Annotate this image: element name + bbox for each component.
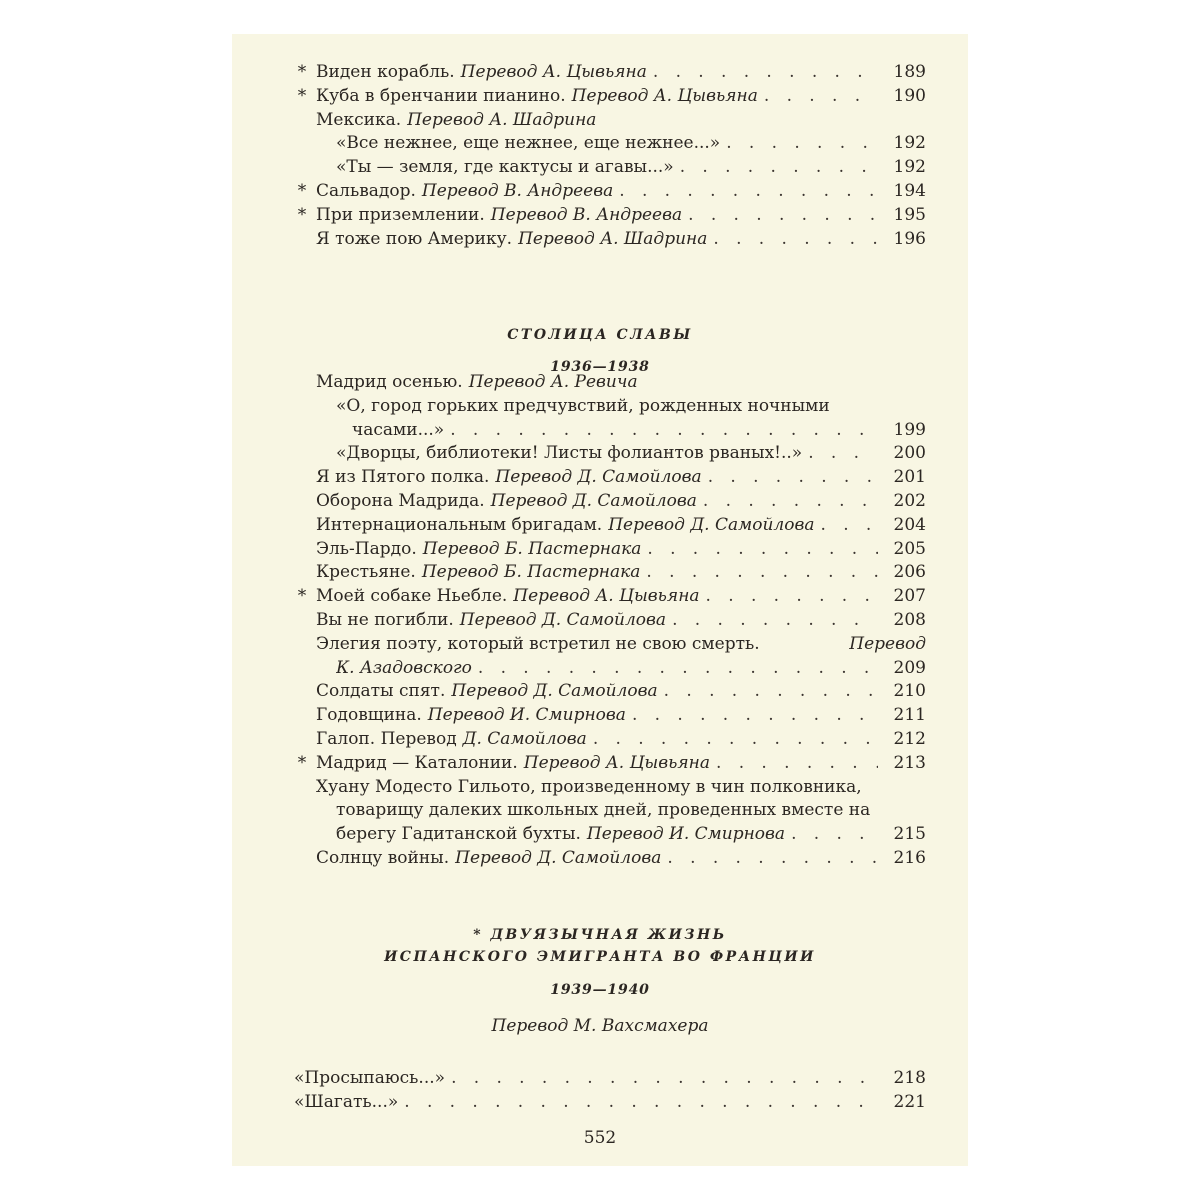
new-translation-marker: * [297, 62, 307, 82]
toc-entry [232, 1090, 968, 1114]
entry-title: Крестьяне. [316, 562, 416, 583]
entry-page-number: 210 [893, 681, 926, 702]
book-page [232, 34, 968, 1166]
entry-page-number: 196 [893, 228, 926, 249]
entry-title: «Все нежнее, еще нежнее, еще нежнее...» [336, 133, 721, 154]
entry-translator: Перевод И. Смирнова [427, 705, 626, 726]
toc-entry [232, 227, 968, 251]
toc-entry [232, 370, 968, 394]
toc-entry [232, 108, 968, 132]
leader-dots [672, 608, 878, 632]
new-translation-marker: * [297, 752, 307, 773]
toc-entry [232, 513, 968, 537]
toc-entry [232, 155, 968, 179]
entry-title: берегу Гадитанской бухты. [336, 824, 581, 845]
section-heading-line-1: * ДВУЯЗЫЧНАЯ ЖИЗНЬ [473, 927, 727, 943]
entry-translator: Перевод Д. Самойлова [490, 491, 697, 511]
entry-title: Мадрид — Каталонии. [316, 752, 518, 773]
entry-page-number: 190 [893, 85, 926, 106]
entry-page-number: 204 [893, 514, 926, 535]
leader-dots [647, 537, 878, 561]
toc-entry [232, 418, 968, 442]
leader-dots [478, 656, 878, 680]
entry-translator: Перевод Б. Пастернака [421, 562, 641, 583]
entry-page-number: 209 [893, 657, 926, 678]
entry-translator: Перевод [849, 633, 926, 654]
entry-translator: Перевод В. Андреева [421, 181, 614, 201]
entry-page-number: 201 [893, 467, 926, 488]
toc-entry [232, 537, 968, 561]
leader-dots [451, 1066, 878, 1090]
leader-dots [726, 131, 878, 155]
toc-entry [232, 465, 968, 489]
leader-dots [716, 751, 878, 775]
leader-dots [632, 703, 878, 727]
toc-entry [232, 846, 968, 870]
leader-dots [764, 84, 878, 108]
toc-entry [232, 84, 968, 108]
entry-translator: Перевод А. Цывьяна [523, 752, 710, 773]
entry-page-number: 192 [893, 157, 926, 178]
entry-page-number: 213 [893, 752, 926, 773]
entry-translator: Перевод Д. Самойлова [495, 467, 702, 488]
entry-title: «Просыпаюсь...» [294, 1068, 446, 1088]
section-heading-line-2: ИСПАНСКОГО ЭМИГРАНТА ВО ФРАНЦИИ [384, 949, 816, 965]
toc-entry [232, 632, 968, 656]
leader-dots [703, 489, 878, 513]
entry-page-number: 216 [893, 848, 926, 868]
entry-translator: Перевод А. Цывьяна [460, 62, 647, 82]
entry-translator: Перевод Д. Самойлова [455, 848, 662, 868]
entry-page-number: 189 [893, 62, 926, 82]
entry-title: Солдаты спят. [316, 681, 446, 702]
entry-title: Виден корабль. [316, 62, 455, 82]
toc-entry [232, 775, 968, 799]
leader-dots [688, 203, 878, 227]
entry-title: «Дворцы, библиотеки! Листы фолиантов рваных!..» [336, 443, 803, 464]
entry-title: Мадрид осенью. [316, 372, 463, 392]
entry-title: Годовщина. [316, 705, 422, 726]
section-translator: Перевод М. Вахсмахера [491, 1016, 709, 1036]
entry-page-number: 211 [893, 705, 926, 726]
toc-entry [232, 656, 968, 680]
entry-translator: Д. Самойлова [462, 729, 587, 749]
leader-dots [404, 1090, 878, 1114]
new-translation-marker: * [297, 85, 307, 106]
section-heading: СТОЛИЦА СЛАВЫ [507, 327, 693, 343]
toc-entry [232, 703, 968, 727]
leader-dots [808, 441, 878, 465]
entry-translator: Перевод А. Цывьяна [571, 85, 758, 106]
entry-page-number: 205 [893, 538, 926, 559]
entry-translator: Перевод Д. Самойлова [608, 514, 815, 535]
toc-entry [232, 751, 968, 775]
entry-translator: Перевод Б. Пастернака [422, 538, 642, 559]
entry-title: товарищу далеких школьных дней, проведенных вместе на [336, 800, 871, 821]
entry-title: «Ты — земля, где кактусы и агавы...» [336, 157, 674, 178]
entry-page-number: 212 [893, 729, 926, 749]
entry-title: Я из Пятого полка. [316, 467, 490, 488]
entry-title: «О, город горьких предчувствий, рожденных ночными [336, 395, 830, 416]
entry-title: Солнцу войны. [316, 848, 450, 868]
entry-page-number: 207 [893, 586, 926, 607]
new-translation-marker: * [297, 586, 307, 607]
leader-dots [664, 679, 878, 703]
entry-page-number: 195 [893, 204, 926, 225]
toc-entry [232, 822, 968, 846]
entry-translator: Перевод А. Ревича [468, 372, 638, 392]
entry-page-number: 192 [893, 133, 926, 154]
entry-title: Моей собаке Ньебле. [316, 586, 508, 607]
entry-translator: Перевод А. Цывьяна [513, 586, 700, 607]
leader-dots [646, 560, 878, 584]
leader-dots [820, 513, 878, 537]
entry-translator: Перевод В. Андреева [490, 204, 683, 225]
leader-dots [653, 60, 878, 84]
toc-entry [232, 60, 968, 84]
toc-entry [232, 131, 968, 155]
entry-page-number: 200 [893, 443, 926, 464]
toc-entry [232, 727, 968, 751]
leader-dots [791, 822, 878, 846]
toc-entry [232, 584, 968, 608]
entry-translator: Перевод А. Шадрина [518, 228, 708, 249]
toc-entry [232, 394, 968, 418]
leader-dots [450, 418, 878, 442]
entry-title: Сальвадор. [316, 181, 416, 201]
entry-title: Хуану Модесто Гильото, произведенному в чин полковника, [316, 776, 862, 797]
entry-title: Элегия поэту, который встретил не свою смерть. [316, 633, 760, 654]
entry-page-number: 215 [893, 824, 926, 845]
leader-dots [680, 155, 878, 179]
entry-page-number: 221 [893, 1091, 926, 1112]
entry-title: Вы не погибли. [316, 610, 454, 630]
leader-dots [593, 727, 878, 751]
entry-translator: Перевод Д. Самойлова [459, 610, 667, 630]
toc-entry [232, 489, 968, 513]
entry-title: Галоп. Перевод [316, 729, 457, 749]
entry-title: При приземлении. [316, 204, 485, 225]
toc-entry [232, 441, 968, 465]
toc-entry [232, 679, 968, 703]
entry-page-number: 206 [893, 562, 926, 583]
entry-title: часами...» [352, 419, 445, 440]
section-dates: 1936—1938 [550, 359, 650, 375]
leader-dots [706, 584, 878, 608]
new-translation-marker: * [297, 181, 307, 201]
entry-page-number: 208 [893, 610, 926, 630]
toc-entry [232, 560, 968, 584]
entry-page-number: 218 [893, 1068, 926, 1088]
new-translation-marker: * [297, 204, 307, 225]
toc-entry [232, 179, 968, 203]
entry-title: Мексика. [316, 109, 402, 130]
leader-dots [713, 227, 878, 251]
entry-title: Интернациональным бригадам. [316, 514, 603, 535]
entry-title: Оборона Мадрида. [316, 491, 485, 511]
section-dates: 1939—1940 [550, 982, 650, 998]
entry-page-number: 194 [893, 181, 926, 201]
entry-translator: Перевод А. Шадрина [407, 109, 597, 130]
leader-dots [619, 179, 878, 203]
entry-page-number: 202 [893, 491, 926, 511]
leader-dots [708, 465, 878, 489]
toc-entry [232, 798, 968, 822]
entry-title: Эль-Пардо. [316, 538, 417, 559]
entry-title: «Шагать...» [294, 1091, 399, 1112]
toc-entry [232, 203, 968, 227]
entry-translator: Перевод И. Смирнова [586, 824, 786, 845]
entry-page-number: 199 [893, 419, 926, 440]
entry-translator: К. Азадовского [336, 657, 472, 678]
toc-entry [232, 608, 968, 632]
page-number: 552 [583, 1128, 617, 1148]
toc-entry [232, 1066, 968, 1090]
entry-title: Куба в бренчании пианино. [316, 85, 566, 106]
leader-dots [667, 846, 878, 870]
entry-title: Я тоже пою Америку. [316, 228, 513, 249]
entry-translator: Перевод Д. Самойлова [451, 681, 658, 702]
